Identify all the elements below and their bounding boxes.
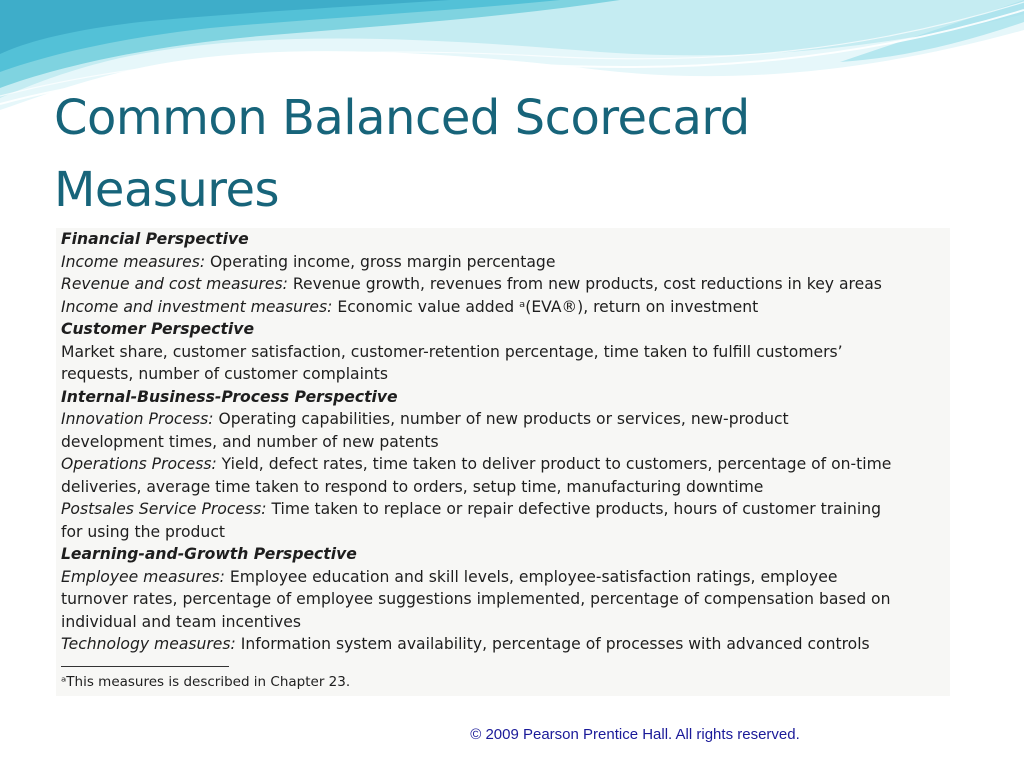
technology-label: Technology measures:: [61, 635, 236, 653]
investment-measures-text: Economic value added ᵃ(EVA®), return on investment: [332, 297, 759, 316]
employee-row-cont-2: individual and team incentives: [61, 612, 301, 631]
innovation-row-cont: development times, and number of new patents: [61, 432, 439, 451]
learning-heading: Learning-and-Growth Perspective: [61, 545, 357, 563]
footnote: ᵃThis measures is described in Chapter 23.: [61, 674, 351, 690]
financial-income-row: [61, 251, 949, 274]
scorecard-rows: [61, 228, 949, 656]
employee-row: [61, 566, 949, 589]
operations-row-cont: deliveries, average time taken to respond to orders, setup time, manufacturing downtime: [61, 477, 764, 496]
revenue-measures-text: Revenue growth, revenues from new products, cost reductions in key areas: [287, 275, 882, 293]
operations-text: Yield, defect rates, time taken to deliver product to customers, percentage of on-time: [216, 455, 892, 473]
investment-measures-label: Income and investment measures:: [61, 297, 333, 316]
footnote-divider: [61, 666, 229, 667]
postsales-row: [61, 498, 949, 521]
copyright-text: © 2009 Pearson Prentice Hall. All rights reserved.: [470, 726, 800, 743]
postsales-text: Time taken to replace or repair defective products, hours of customer training: [266, 500, 882, 518]
revenue-measures-label: Revenue and cost measures:: [61, 275, 288, 293]
copyright-notice: [0, 726, 970, 743]
employee-text: Employee education and skill levels, employee-satisfaction ratings, employee: [224, 567, 838, 586]
financial-heading: Financial Perspective: [61, 230, 249, 248]
customer-heading: Customer Perspective: [61, 320, 255, 338]
scorecard-table: [56, 228, 950, 696]
postsales-row-cont: for using the product: [61, 522, 226, 541]
internal-process-heading: Internal-Business-Process Perspective: [61, 387, 398, 406]
employee-label: Employee measures:: [61, 567, 225, 586]
technology-row: [61, 633, 949, 656]
financial-investment-row: [61, 296, 949, 319]
customer-text-line-1: Market share, customer satisfaction, customer-retention percentage, time taken to fulfill customers’: [61, 342, 843, 361]
innovation-label: Innovation Process:: [61, 410, 214, 428]
income-measures-label: Income measures:: [61, 252, 206, 271]
customer-text-line-2: requests, number of customer complaints: [61, 365, 389, 383]
postsales-label: Postsales Service Process:: [61, 500, 267, 518]
employee-row-cont-1: turnover rates, percentage of employee suggestions implemented, percentage of compensation based on: [61, 590, 891, 608]
technology-text: Information system availability, percentage of processes with advanced controls: [235, 635, 870, 653]
financial-revenue-row: [61, 273, 949, 296]
slide-title: Common Balanced Scorecard Measures: [54, 90, 750, 218]
innovation-row: [61, 408, 949, 431]
innovation-text: Operating capabilities, number of new products or services, new-product: [213, 410, 789, 428]
operations-row: [61, 453, 949, 476]
income-measures-text: Operating income, gross margin percentage: [205, 252, 556, 271]
operations-label: Operations Process:: [61, 455, 217, 473]
